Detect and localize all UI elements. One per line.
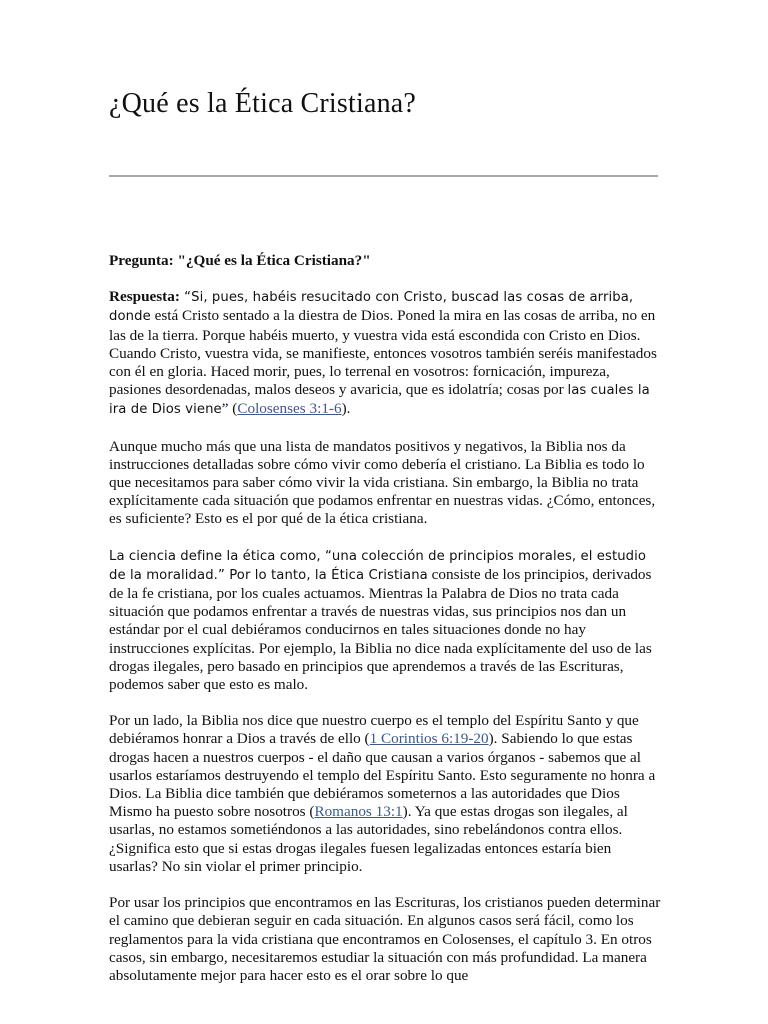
question-label: Pregunta: [109,252,174,269]
paragraph-ethics-definition [109,547,661,695]
paragraph-bible-instructions: Aunque mucho más que una lista de mandatos positivos y negativos, la Biblia nos da instrucciones detalladas sobre cómo vivir como debería el cristiano. La Biblia es todo lo que necesitamos para saber cómo vivir la vida cristiana. Sin embargo, la Biblia no trata explícitamente cada situación que podamos enfrentar en nuestras vidas. ¿Cómo, entonces, es suficiente? Esto es el por qué de la ética cristiana. [109,437,656,528]
answer-close-paren: ). [341,400,351,418]
answer-label: Respuesta: [109,288,180,306]
drugs-example-part-2: ). Sabiendo lo que estas drogas hacen a nuestros cuerpos - el daño que causan a varios órganos - sabemos que al usarlos estaríamos destruyendo el templo del Espíritu Santo. Esto seguramente no honra a Dios. La Biblia dice también que debiéramos someternos a las autoridades que Dios Mismo ha puesto sobre nosotros ( [109,730,656,821]
scripture-link-1-corintios[interactable]: 1 Corintios 6:19-20 [369,730,489,748]
question-paragraph [109,252,661,270]
answer-quote-end: las cuales la ira de Dios viene [109,383,650,418]
paragraph-applying-principles: Por usar los principios que encontramos en las Escrituras, los cristianos pueden determinar el camino que debieran seguir en cada situación. En algunos casos será fácil, como los reglamentos para la vida cristiana que encontramos en Colosenses, el capítulo 3. En otros casos, sin embargo, necesitaremos estudiar la situación con más profundidad. La manera absolutamente mejor para hacer esto es el orar sobre lo que [109,894,661,984]
answer-quote-close: ” ( [221,400,238,418]
drugs-example-part-1: Por un lado, la Biblia nos dice que nuestro cuerpo es el templo del Espíritu Santo y que debiéramos honrar a Dios a través de ello ( [109,712,639,748]
scripture-link-romanos[interactable]: Romanos 13:1 [314,803,403,821]
title-divider [109,175,658,177]
paragraph-drugs-example [109,712,661,876]
answer-quote-body: está Cristo sentado a la diestra de Dios. Poned la mira en las cosas de arriba, no en las de la tierra. Porque habéis muerto, y vuestra vida está escondida con Cristo en Dios. Cuando Cristo, vuestra vida, se manifieste, entonces vosotros también seréis manifestados con él en gloria. Haced morir, pues, lo terrenal en vosotros: fornicación, impureza, pasiones desordenadas, malos deseos y avaricia, que es idolatría; cosas por [109,307,657,399]
answer-paragraph [109,288,661,419]
scripture-link-colosenses[interactable]: Colosenses 3:1-6 [237,400,342,418]
question-text: "¿Qué es la Ética Cristiana?" [173,252,371,269]
document-body [109,252,661,1003]
answer-quote-start: “Si, pues, habéis resucitado con Cristo, buscad las cosas de arriba, donde [109,290,634,325]
ethics-definition-lead: La ciencia define la ética como, “una colección de principios morales, el estudio de la moralidad.” Por lo tanto, la Ética Cristiana [109,548,647,583]
page-title: ¿Qué es la Ética Cristiana? [109,88,417,119]
ethics-definition-body: consiste de los principios, derivados de la fe cristiana, por los cuales actuamos. Mientras la Palabra de Dios no trata cada situación que podamos enfrentar a través de nuestras vidas, sus principios nos dan un estándar por el cual debiéramos conducirnos en tales situaciones donde no hay instrucciones explícitas. Por ejemplo, la Biblia no dice nada explícitamente del uso de las drogas ilegales, pero basado en principios que aprendemos a través de las Escrituras, podemos saber que esto es malo. [109,565,652,694]
drugs-example-part-3: ). Ya que estas drogas son ilegales, al usarlas, no estamos sometiéndonos a las autoridades, sino rebelándonos contra ellos. ¿Significa esto que si estas drogas ilegales fuesen legalizadas entonces estaría bien usarlas? No sin violar el primer principio. [109,803,628,875]
